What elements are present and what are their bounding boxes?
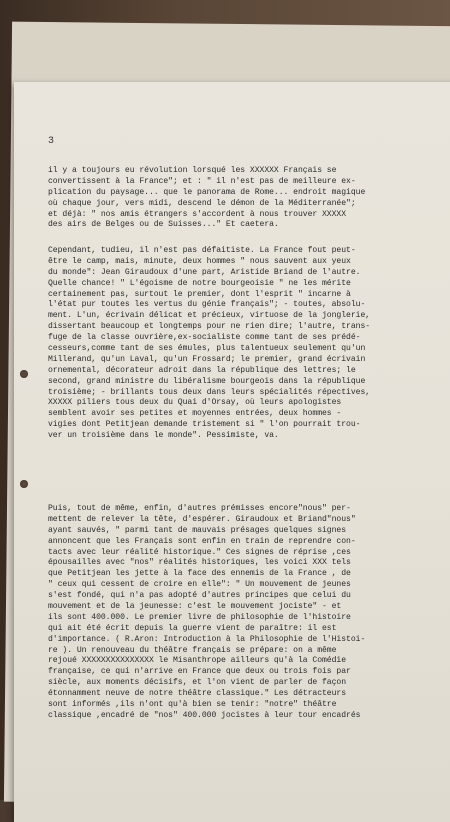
paragraph-1 bbox=[48, 166, 448, 231]
text-line: fuge de la classe ouvrière,ex-socialiste comme tant de ses prédé- bbox=[48, 333, 361, 343]
text-line: il y a toujours eu révolution lorsqué les XXXXXX Français se bbox=[48, 166, 337, 175]
text-line: tacts avec leur réalité historique." Ces signes de réprise ,ces bbox=[48, 547, 351, 557]
text-line: rejoué XXXXXXXXXXXXXXX le Misanthrope ailleurs qu'à la Comédie bbox=[48, 656, 347, 666]
text-line: l'état pur toutes les vertus du génie français"; - toutes, absolu- bbox=[48, 300, 366, 310]
text-line: Millerand, qu'un Laval, qu'un Frossard; le premier, grand écrivain bbox=[48, 354, 366, 364]
text-line: et déjà: " nos amis étrangers s'accordent à nous trouver XXXXX bbox=[48, 209, 347, 219]
text-line: semblent avoir ses petites et moyennes entrées, deux hommes - bbox=[48, 409, 342, 419]
punch-hole-icon bbox=[20, 370, 28, 378]
text-line: Puis, tout de même, enfin, d'autres prémisses encore"nous" per- bbox=[48, 504, 351, 513]
text-line: ayant sauvés, " parmi tant de mauvais présages quelques signes bbox=[48, 525, 347, 535]
text-line: convertissent à la France"; et : " il n'est pas de meilleure ex- bbox=[48, 176, 356, 186]
text-line: annoncent que les Français sont enfin en train de reprendre con- bbox=[48, 536, 356, 546]
text-line: plication du paysage... que le panorama de Rome... endroit magique bbox=[48, 187, 366, 197]
text-line: épousailles avec "nos" réalités historiques, les voici XXX tels bbox=[48, 558, 351, 568]
text-line: des airs de Belges ou de Suisses..." Et caetera. bbox=[48, 220, 279, 230]
paragraph-3 bbox=[48, 504, 448, 722]
paragraph-2 bbox=[48, 246, 448, 442]
page-number: 3 bbox=[48, 136, 55, 147]
text-line: ils sont 400.000. Le premier livre de philosophie de l'histoire bbox=[48, 612, 351, 622]
punch-hole-icon bbox=[20, 480, 28, 488]
text-line: siècle, aux moments décisifs, et l'on vient de parler de façon bbox=[48, 678, 347, 688]
text-line: second, grand ministre du libéralisme bourgeois dans la république bbox=[48, 376, 366, 386]
text-line: ment. L'un, écrivain délicat et précieux, virtuose de la jonglerie, bbox=[48, 311, 371, 321]
text-line: sont informés ,ils n'ont qu'à bien se tenir: "notre" théâtre bbox=[48, 700, 337, 710]
text-line: mouvement et de la jeunesse: c'est le mouvement jociste" - et bbox=[48, 602, 342, 612]
text-line: troisième; - brillants tous deux dans leurs spécialités répectives, bbox=[48, 387, 371, 397]
text-line: être le camp, mais, minute, deux hommes " nous sauvent aux yeux bbox=[48, 256, 351, 266]
text-line: dissertant beaucoup et longtemps pour ne rien dire; l'autre, trans- bbox=[48, 322, 371, 332]
text-line: certainement pas, surtout le premier, dont l'esprit " incarne à bbox=[48, 289, 351, 299]
text-line: s'est fondé, qui n'a pas adopté d'autres principes que celui du bbox=[48, 591, 351, 601]
text-line: du monde": Jean Giraudoux d'une part, Aristide Briand de l'autre. bbox=[48, 267, 361, 277]
text-line: ornemental, décorateur adroit dans la république des lettres; le bbox=[48, 365, 356, 375]
text-line: qui ait été écrit depuis la guerre vient de paraître: il est bbox=[48, 623, 337, 633]
text-line: classique ,encadré de "nos" 400.000 jocistes à leur tour encadrés bbox=[48, 710, 361, 720]
text-line: vigies dont Petitjean demande tristement si " l'on pourrait trou- bbox=[48, 420, 361, 430]
text-line: XXXXX piliers tous deux du Quai d'Orsay, où leurs apologistes bbox=[48, 398, 342, 408]
text-line: que Petitjean les jette à la face des ennemis de la France , de bbox=[48, 569, 351, 579]
text-line: française, ce qui n'arrive en France que deux ou trois fois par bbox=[48, 667, 351, 677]
text-line: Cependant, tudieu, il n'est pas défaitiste. La France fout peut- bbox=[48, 246, 356, 255]
text-line: où chaque jour, vers midi, descend le démon de la Méditerranée"; bbox=[48, 198, 356, 208]
text-line: cesseurs,comme tant de ses émules, plus talentueux seulement qu'un bbox=[48, 344, 366, 354]
text-line: ver un troisième dans le monde". Pessimiste, va. bbox=[48, 431, 279, 441]
text-line: " ceux qui cessent de croire en elle": " Un mouvement de jeunes bbox=[48, 580, 351, 590]
text-line: re ). Un renouveau du théâtre français se prépare: on a même bbox=[48, 645, 337, 655]
text-line: Quelle chance! " L'égoisme de notre bourgeoisie " ne les mérite bbox=[48, 278, 351, 288]
text-line: mettent de relever la tête, d'espérer. Giraudoux et Briand"nous" bbox=[48, 514, 356, 524]
text-line: étonnamment neuve de notre théâtre classique." Les détracteurs bbox=[48, 689, 347, 699]
text-line: d'importance. ( R.Aron: Introduction à la Philosophie de l'Histoi- bbox=[48, 634, 366, 644]
